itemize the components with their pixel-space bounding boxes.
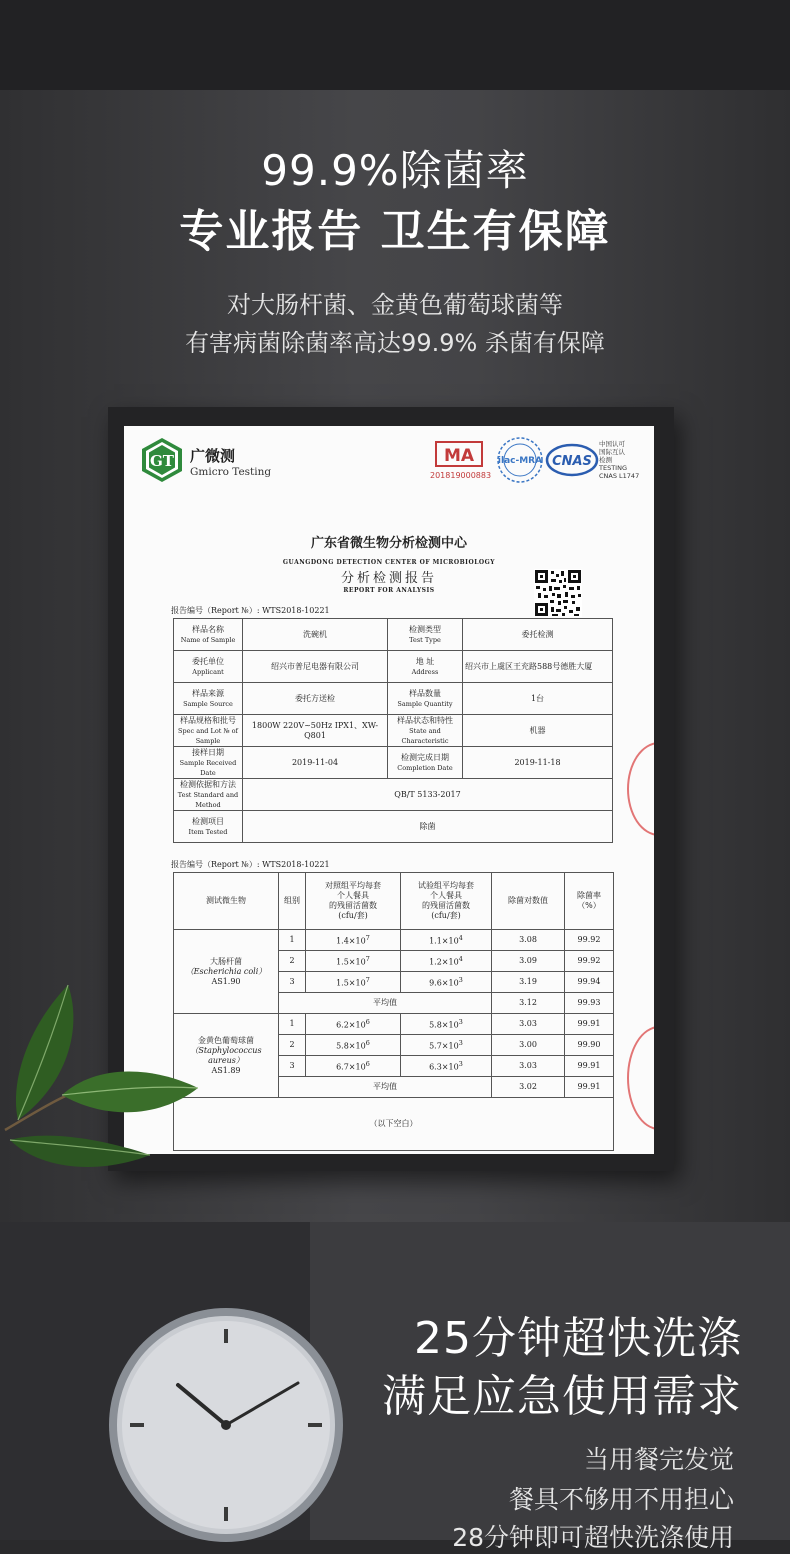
applicant: 绍兴市普尼电器有限公司 (243, 651, 388, 683)
bottom-subtitle: 餐具不够用不用担心 (508, 1485, 734, 1514)
control-exponent: 7 (365, 934, 370, 943)
table-label-en: Sample Quantity (397, 699, 453, 708)
table-row (174, 779, 613, 811)
center-name-en: GUANGDONG DETECTION CENTER OF MICROBIOLOGY (282, 559, 496, 566)
hero-headline-secondary: 专业报告 卫生有保障 (179, 206, 611, 257)
table-label: 检测完成日期 (401, 752, 449, 762)
sample-spec: 1800W 220V~50Hz IPX1、XW-Q801 (243, 715, 388, 747)
column-header-line: 个人餐具 (337, 891, 369, 900)
rate-cell: 99.91 (565, 1014, 614, 1035)
test-exponent: 3 (458, 1060, 463, 1069)
table-row (174, 715, 613, 747)
table-row (174, 1098, 614, 1151)
average-label: 平均值 (279, 1077, 492, 1098)
column-header: 组别 (279, 873, 306, 930)
table-label-en: Name of Sample (180, 635, 236, 644)
average-log: 3.02 (492, 1077, 565, 1098)
svg-text:MA: MA (443, 446, 475, 466)
control-value: 6.7×10 (336, 1062, 366, 1072)
table-label: 检测类型 (409, 624, 441, 634)
test-value: 1.1×10 (429, 936, 459, 946)
log-cell: 3.03 (492, 1056, 565, 1077)
table-label: 样品状态和特性 (397, 715, 453, 725)
red-stamp (627, 742, 654, 836)
organism-name: 金黄色葡萄球菌 (198, 1035, 254, 1045)
control-exponent: 7 (365, 955, 370, 964)
table-label-en: Sample Source (183, 699, 233, 708)
table-row (174, 811, 613, 843)
control-value: 1.5×10 (336, 978, 366, 988)
log-cell: 3.00 (492, 1035, 565, 1056)
table-label: 检测依据和方法 (180, 779, 236, 789)
table-row (174, 1014, 614, 1035)
column-header-line: 试验组平均每套 (418, 881, 474, 890)
cnas-note-line: TESTING (599, 464, 627, 472)
brand-name-en: Gmicro Testing (190, 466, 272, 478)
received-date: 2019-11-04 (243, 747, 388, 779)
table-row (174, 747, 613, 779)
bottom-subtitle: 28分钟即可超快洗涤使用 (452, 1523, 734, 1552)
test-cell (401, 1014, 492, 1035)
gmicro-logo-icon (141, 437, 183, 483)
blank-note: （以下空白） (174, 1098, 614, 1151)
rate-cell: 99.91 (565, 1056, 614, 1077)
table-label-en: Spec and Lot № of Sample (178, 726, 238, 745)
control-value: 6.2×10 (336, 1020, 366, 1030)
table-row (174, 619, 613, 651)
group-cell: 1 (279, 1014, 306, 1035)
average-rate: 99.93 (565, 993, 614, 1014)
test-value: 5.7×10 (429, 1041, 459, 1051)
group-cell: 1 (279, 930, 306, 951)
bottom-subtitle: 当用餐完发觉 (583, 1445, 734, 1474)
control-value: 1.5×10 (336, 957, 366, 967)
test-value: 9.6×10 (429, 978, 459, 988)
hero-subtitle-secondary: 有害病菌除菌率高达99.9% 杀菌有保障 (185, 329, 605, 357)
control-value: 1.4×10 (336, 936, 366, 946)
report-title-en: REPORT FOR ANALYSIS (343, 587, 435, 594)
cnas-note-line: 国际互认 (599, 448, 625, 456)
column-header: 除菌对数值 (492, 873, 565, 930)
test-value: 5.8×10 (429, 1020, 459, 1030)
rate-cell: 99.94 (565, 972, 614, 993)
results-table (173, 872, 614, 1151)
control-cell (306, 1056, 401, 1077)
cma-number: 201819000883 (430, 471, 492, 480)
table-label: 检测项目 (192, 816, 224, 826)
test-exponent: 3 (458, 976, 463, 985)
sample-quantity: 1台 (463, 683, 613, 715)
center-name: 广东省微生物分析检测中心 (310, 536, 467, 551)
table-header-row (174, 873, 614, 930)
table-label-en: Test Type (409, 635, 441, 644)
column-header-line: 个人餐具 (430, 891, 462, 900)
qr-code-icon (534, 569, 582, 617)
report-number: 报告编号（Report №）: WTS2018-10221 (171, 860, 330, 869)
table-label-en: Applicant (192, 667, 224, 676)
table-row (174, 651, 613, 683)
table-row (174, 683, 613, 715)
report-title: 分析检测报告 (340, 571, 437, 586)
report-number: 报告编号（Report №）: WTS2018-10221 (171, 606, 330, 615)
control-cell (306, 930, 401, 951)
column-header-line: 的残留活菌数 (329, 901, 377, 910)
test-value: 1.2×10 (429, 957, 459, 967)
column-header: 测试微生物 (174, 873, 279, 930)
wall-clock-icon (108, 1307, 344, 1543)
column-header-line: 除菌率 (577, 891, 601, 900)
log-cell: 3.03 (492, 1014, 565, 1035)
organism-latin-name: （Staphylococcus aureus） (190, 1045, 262, 1065)
average-rate: 99.91 (565, 1077, 614, 1098)
group-cell: 3 (279, 1056, 306, 1077)
test-standard: QB/T 5133-2017 (243, 779, 613, 811)
red-stamp (627, 1026, 654, 1130)
control-value: 5.8×10 (336, 1041, 366, 1051)
bottom-headline: 25分钟超快洗涤 (414, 1313, 742, 1364)
organism-name: 大肠杆菌 (210, 956, 242, 966)
test-cell (401, 1056, 492, 1077)
table-row (174, 930, 614, 951)
svg-text:CNAS: CNAS (552, 454, 592, 469)
test-exponent: 4 (458, 955, 463, 964)
test-type: 委托检测 (463, 619, 613, 651)
table-label: 委托单位 (192, 656, 224, 666)
average-label: 平均值 (279, 993, 492, 1014)
cnas-mark-icon (545, 442, 599, 478)
test-value: 6.3×10 (429, 1062, 459, 1072)
item-tested: 除菌 (243, 811, 613, 843)
table-label: 样品名称 (192, 624, 224, 634)
test-cell (401, 930, 492, 951)
sample-info-table (173, 618, 613, 843)
table-label: 样品来源 (192, 688, 224, 698)
average-log: 3.12 (492, 993, 565, 1014)
column-header-line: （%） (577, 901, 601, 910)
log-cell: 3.09 (492, 951, 565, 972)
svg-text:GT: GT (150, 452, 174, 470)
rate-cell: 99.90 (565, 1035, 614, 1056)
top-band (0, 0, 790, 90)
organism-latin-name: （Escherichia coli） (185, 966, 267, 976)
brand-name: 广微测 (190, 447, 236, 465)
column-header-line: (cfu/套) (431, 911, 461, 920)
sample-source: 委托方送检 (243, 683, 388, 715)
table-label: 样品数量 (409, 688, 441, 698)
group-cell: 2 (279, 951, 306, 972)
control-exponent: 7 (365, 976, 370, 985)
organism-strain: AS1.89 (211, 1065, 241, 1075)
completion-date: 2019-11-18 (463, 747, 613, 779)
column-header-line: 的残留活菌数 (422, 901, 470, 910)
cnas-note-line: 检测 (599, 456, 612, 464)
control-cell (306, 1014, 401, 1035)
table-label-en: State and Characteristic (401, 726, 449, 745)
column-header-line: 对照组平均每套 (325, 881, 381, 890)
ilac-mra-icon (496, 436, 544, 484)
table-label: 地 址 (415, 656, 435, 666)
hero-subtitle: 对大肠杆菌、金黄色葡萄球菌等 (227, 291, 563, 319)
control-cell (306, 951, 401, 972)
control-exponent: 6 (365, 1018, 370, 1027)
table-label-en: Sample Received Date (179, 758, 237, 777)
control-exponent: 6 (365, 1060, 370, 1069)
test-exponent: 3 (458, 1039, 463, 1048)
log-cell: 3.08 (492, 930, 565, 951)
test-cell (401, 951, 492, 972)
control-cell (306, 972, 401, 993)
bottom-headline-secondary: 满足应急使用需求 (382, 1371, 742, 1422)
hero-headline: 99.9%除菌率 (261, 146, 529, 195)
rate-cell: 99.92 (565, 951, 614, 972)
table-label-en: Completion Date (397, 763, 453, 772)
test-cell (401, 1035, 492, 1056)
table-label: 接样日期 (192, 747, 224, 757)
control-cell (306, 1035, 401, 1056)
test-exponent: 3 (458, 1018, 463, 1027)
leaf-branch-icon (0, 970, 200, 1180)
test-report-document (124, 426, 654, 1154)
control-exponent: 6 (365, 1039, 370, 1048)
svg-text:ilac-MRA: ilac-MRA (497, 456, 543, 466)
cnas-note-line: 中国认可 (599, 440, 625, 448)
column-header-line: (cfu/套) (338, 911, 368, 920)
sample-state: 机器 (463, 715, 613, 747)
table-label: 样品规格和批号 (180, 715, 236, 725)
rate-cell: 99.92 (565, 930, 614, 951)
table-label-en: Test Standard and Method (177, 790, 239, 809)
organism-strain: AS1.90 (211, 976, 241, 986)
test-exponent: 4 (458, 934, 463, 943)
group-cell: 2 (279, 1035, 306, 1056)
table-label-en: Address (411, 667, 439, 676)
address: 绍兴市上虞区王充路588号德胜大厦 (463, 651, 613, 683)
test-cell (401, 972, 492, 993)
cnas-note-line: CNAS L1747 (599, 472, 640, 480)
log-cell: 3.19 (492, 972, 565, 993)
group-cell: 3 (279, 972, 306, 993)
table-label-en: Item Tested (188, 827, 228, 836)
cnas-note (599, 440, 639, 480)
sample-name: 洗碗机 (243, 619, 388, 651)
